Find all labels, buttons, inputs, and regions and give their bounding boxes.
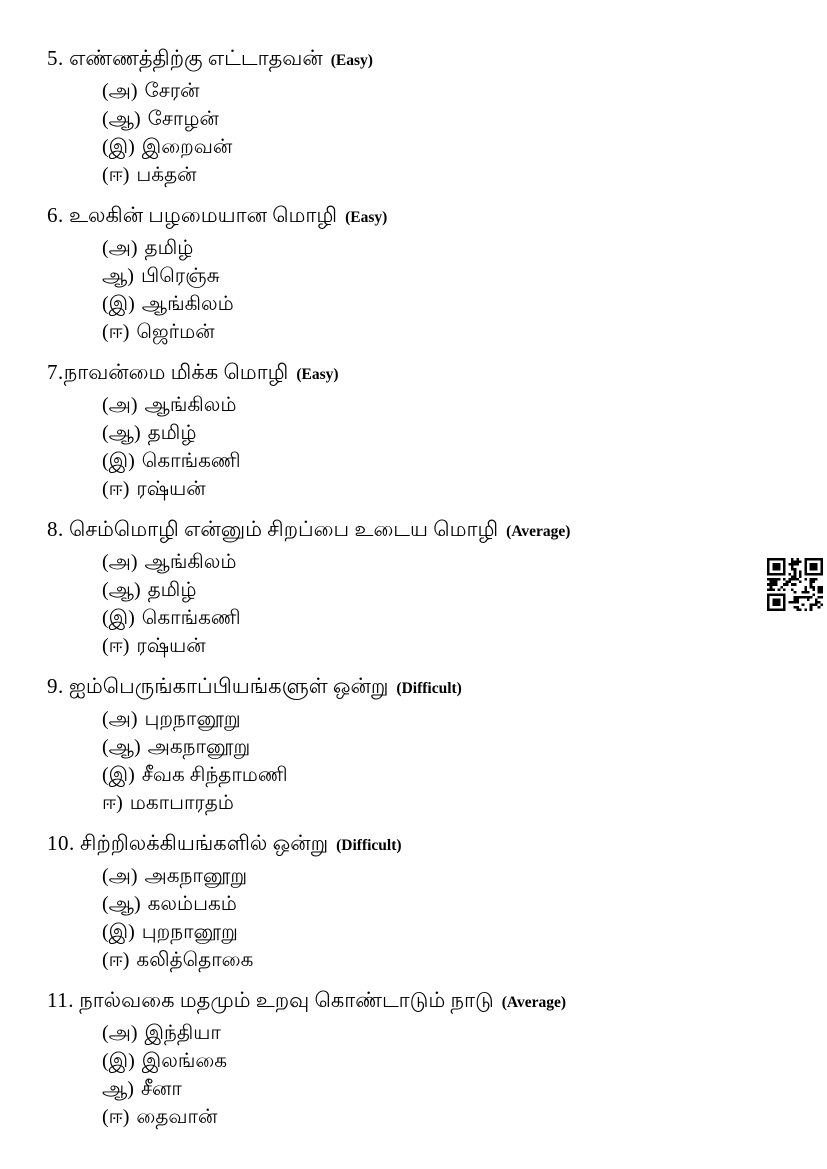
difficulty-label: (Easy): [345, 209, 388, 226]
difficulty-label: (Average): [501, 994, 567, 1011]
option-label: (இ): [102, 921, 135, 943]
option-line: [47, 161, 570, 189]
option-line: [47, 105, 570, 133]
option-label: (ஆ): [102, 108, 141, 130]
option-label: (ஈ): [102, 635, 130, 657]
option-label: (அ): [102, 1022, 138, 1044]
option-line: [47, 419, 570, 447]
options-list: [47, 77, 570, 189]
option-label: (இ): [102, 450, 135, 472]
question-text: எண்ணத்திற்கு எட்டாதவன்: [63, 46, 323, 70]
option-line: [47, 318, 570, 346]
question-block: [47, 984, 570, 1131]
difficulty-label: (Easy): [296, 366, 339, 383]
question-line: [47, 199, 570, 234]
options-list: [47, 1019, 570, 1131]
questions-list: [47, 42, 570, 1141]
question-line: [47, 670, 570, 705]
option-text: கலித்தொகை: [136, 949, 254, 971]
option-line: [47, 290, 570, 318]
option-text: தமிழ்: [147, 422, 197, 444]
option-text: ஜெர்மன்: [136, 321, 215, 343]
options-list: [47, 548, 570, 660]
question-text: உலகின் பழமையான மொழி: [63, 203, 338, 227]
question-number: 9.: [47, 674, 64, 698]
difficulty-label: (Easy): [330, 52, 373, 69]
difficulty-label: (Difficult): [336, 837, 402, 854]
question-line: [47, 513, 570, 548]
option-text: இலங்கை: [141, 1050, 228, 1072]
option-label: (ஆ): [102, 893, 141, 915]
option-line: [47, 576, 570, 604]
option-line: [47, 1075, 570, 1103]
option-text: தமிழ்: [144, 237, 194, 259]
option-label: (ஈ): [102, 1106, 130, 1128]
difficulty-label: (Difficult): [396, 680, 462, 697]
option-line: [47, 1047, 570, 1075]
option-label: (ஈ): [102, 164, 130, 186]
question-block: [47, 356, 570, 503]
question-line: [47, 827, 570, 862]
option-line: [47, 391, 570, 419]
option-text: ரஷ்யன்: [136, 635, 206, 657]
question-block: [47, 670, 570, 817]
option-text: இறைவன்: [141, 136, 233, 158]
option-label: (அ): [102, 394, 138, 416]
option-text: பக்தன்: [136, 164, 197, 186]
option-text: அகநானூறு: [144, 865, 248, 887]
option-line: [47, 705, 570, 733]
option-text: மகாபாரதம்: [129, 792, 234, 814]
option-line: [47, 447, 570, 475]
question-text: நாவன்மை மிக்க மொழி: [63, 360, 289, 384]
option-text: ஆங்கிலம்: [144, 551, 237, 573]
option-line: [47, 475, 570, 503]
question-block: [47, 199, 570, 346]
option-line: [47, 733, 570, 761]
option-label: (இ): [102, 607, 135, 629]
option-text: ஆங்கிலம்: [144, 394, 237, 416]
option-text: தமிழ்: [147, 579, 197, 601]
option-label: (இ): [102, 1050, 135, 1072]
option-text: தைவான்: [136, 1106, 218, 1128]
option-label: (அ): [102, 551, 138, 573]
question-text: செம்மொழி என்னும் சிறப்பை உடைய மொழி: [63, 517, 499, 541]
qr-code-icon: [767, 558, 823, 611]
options-list: [47, 391, 570, 503]
option-line: [47, 604, 570, 632]
question-line: [47, 42, 570, 77]
option-text: புறநானூறு: [141, 921, 238, 943]
question-text: சிற்றிலக்கியங்களில் ஒன்று: [74, 831, 329, 855]
option-line: [47, 548, 570, 576]
question-number: 8.: [47, 517, 64, 541]
option-label: (அ): [102, 237, 138, 259]
option-text: ரஷ்யன்: [136, 478, 206, 500]
option-label: (இ): [102, 293, 135, 315]
option-text: பிரெஞ்சு: [140, 265, 220, 287]
option-label: (ஆ): [102, 579, 141, 601]
question-line: [47, 984, 570, 1019]
option-text: சீவக சிந்தாமணி: [141, 764, 288, 786]
option-line: [47, 890, 570, 918]
option-text: கொங்கணி: [141, 450, 241, 472]
option-label: ஆ): [102, 1078, 134, 1100]
option-text: கொங்கணி: [141, 607, 241, 629]
option-line: [47, 761, 570, 789]
difficulty-label: (Average): [506, 523, 571, 540]
question-block: [47, 513, 570, 660]
option-line: [47, 789, 570, 817]
option-label: (அ): [102, 865, 138, 887]
option-text: இந்தியா: [144, 1022, 221, 1044]
option-line: [47, 77, 570, 105]
question-text: ஐம்பெருங்காப்பியங்களுள் ஒன்று: [63, 674, 389, 698]
question-block: [47, 827, 570, 974]
option-line: [47, 862, 570, 890]
option-text: அகநானூறு: [147, 736, 251, 758]
question-number: 6.: [47, 203, 64, 227]
option-text: கலம்பகம்: [147, 893, 237, 915]
option-line: [47, 234, 570, 262]
option-line: [47, 1103, 570, 1131]
option-label: ஈ): [102, 792, 123, 814]
option-label: (இ): [102, 136, 135, 158]
question-number: 10.: [47, 831, 75, 855]
option-label: (ஈ): [102, 949, 130, 971]
option-label: ஆ): [102, 265, 134, 287]
option-text: புறநானூறு: [144, 708, 241, 730]
option-label: (இ): [102, 764, 135, 786]
option-label: (ஈ): [102, 321, 130, 343]
option-label: (ஈ): [102, 478, 130, 500]
option-line: [47, 946, 570, 974]
question-number: 11.: [47, 988, 74, 1012]
option-text: சோழன்: [147, 108, 219, 130]
option-text: ஆங்கிலம்: [141, 293, 234, 315]
option-text: சீனா: [140, 1078, 182, 1100]
option-text: சேரன்: [144, 80, 200, 102]
options-list: [47, 705, 570, 817]
option-line: [47, 918, 570, 946]
option-label: (ஆ): [102, 422, 141, 444]
option-label: (அ): [102, 80, 138, 102]
option-line: [47, 632, 570, 660]
question-text: நால்வகை மதமும் உறவு கொண்டாடும் நாடு: [73, 988, 494, 1012]
options-list: [47, 862, 570, 974]
question-line: [47, 356, 570, 391]
question-number: 7.: [47, 360, 64, 384]
option-line: [47, 262, 570, 290]
option-label: (ஆ): [102, 736, 141, 758]
option-label: (அ): [102, 708, 138, 730]
options-list: [47, 234, 570, 346]
option-line: [47, 1019, 570, 1047]
question-block: [47, 42, 570, 189]
question-number: 5.: [47, 46, 64, 70]
option-line: [47, 133, 570, 161]
